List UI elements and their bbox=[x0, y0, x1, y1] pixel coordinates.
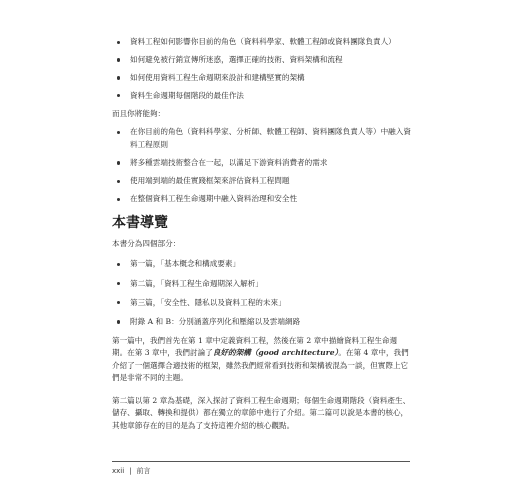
body-paragraph bbox=[112, 335, 412, 385]
list-item: 在整個資料工程生命週期中融入資料治理和安全性 bbox=[112, 193, 412, 206]
page-number: xxii bbox=[112, 467, 125, 475]
page-footer bbox=[112, 466, 151, 476]
emphasis-text: 良好的架構（good architecture） bbox=[212, 348, 339, 358]
list-item: 資料工程如何影響你目前的角色（資料科學家、軟體工程師或資料團隊負責人） bbox=[112, 36, 412, 49]
list-item: 在你目前的角色（資料科學家、分析師、軟體工程師、資料團隊負責人等）中融入資料工程原則 bbox=[112, 126, 412, 151]
intro-paragraph: 而且你將能夠： bbox=[112, 108, 166, 118]
list-item: 第一篇，「基本概念和構成要素」 bbox=[112, 258, 412, 271]
body-paragraph: 第二篇以第 2 章為基礎，深入探討了資料工程生命週期；每個生命週期階段（資料產生、儲存、攝取、轉換和提供）都在獨立的章節中進行了介紹。第二篇可以說是本書的核心，其他章節存在的目的是為了支持這裡介紹的核心觀點。 bbox=[112, 395, 411, 430]
bullet-list-outcomes bbox=[112, 36, 412, 102]
paragraph-text: 。在第 4 章中，我們介紹了一個選擇合適技術的框架，雖然我們經常看到技術和架構被混為一談，但實際上它們是非常不同的主題。 bbox=[112, 348, 409, 383]
bullet-list-parts bbox=[112, 258, 412, 328]
list-item: 資料生命週期每個階段的最佳作法 bbox=[112, 90, 412, 103]
list-item: 如何使用資料工程生命週期來設計和建構堅實的架構 bbox=[112, 72, 412, 85]
section-heading: 本書導覽 bbox=[112, 214, 168, 231]
footer-section-title: 前言 bbox=[136, 467, 151, 475]
paragraph-text: 第一篇中，我們首先在第 1 章中定義資料工程，然後在第 2 章中描繪資料工程生命週期。在第 3 章中，我們討論了 bbox=[112, 335, 398, 358]
page-body bbox=[112, 36, 412, 432]
list-item: 如何避免被行銷宣傳所迷惑，選擇正確的技術、資料架構和流程 bbox=[112, 54, 412, 67]
list-item: 將多種雲端技術整合在一起，以滿足下游資料消費者的需求 bbox=[112, 157, 412, 170]
list-item: 第二篇，「資料工程生命週期深入解析」 bbox=[112, 278, 412, 291]
list-item: 使用端到端的最佳實踐框架來評估資料工程問題 bbox=[112, 175, 412, 188]
footer-separator: | bbox=[129, 467, 132, 475]
list-item: 第三篇，「安全性、隱私以及資料工程的未來」 bbox=[112, 297, 412, 310]
list-item: 附錄 A 和 B：分別涵蓋序列化和壓縮以及雲端網路 bbox=[112, 316, 412, 329]
bullet-list-abilities bbox=[112, 126, 412, 206]
footer-divider bbox=[112, 461, 410, 462]
intro-paragraph: 本書分為四個部分： bbox=[112, 238, 181, 248]
